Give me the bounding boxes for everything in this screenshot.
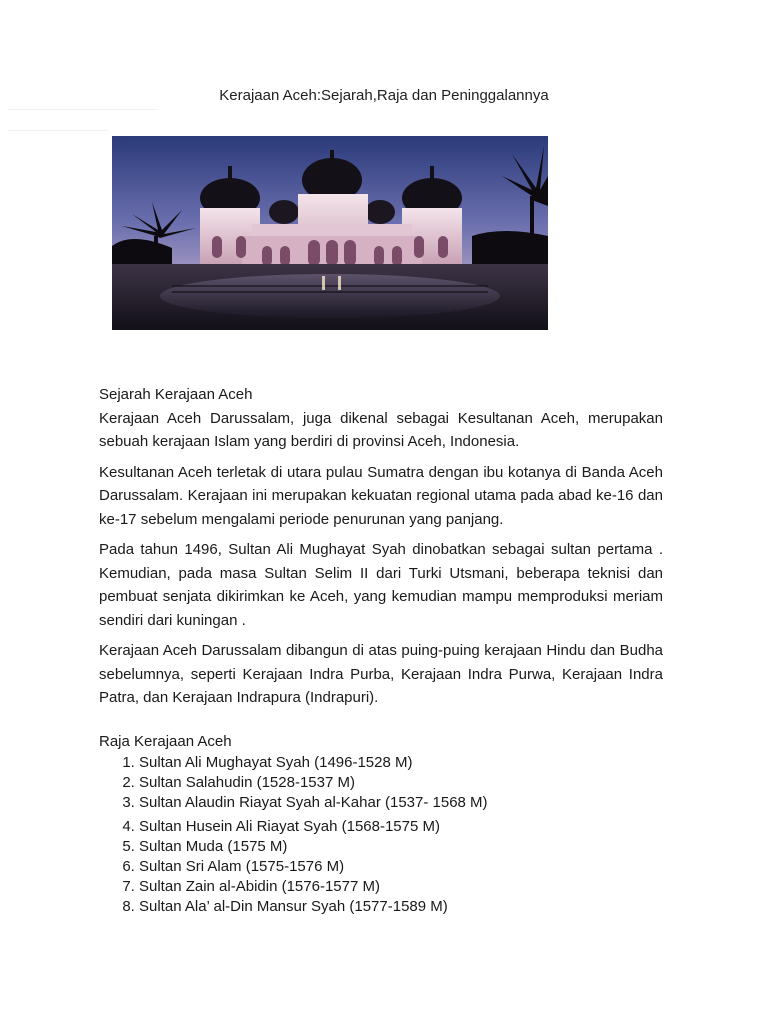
list-item: 8. Sultan Ala’ al-Din Mansur Syah (1577-1589 M) (139, 897, 663, 917)
kings-list (99, 753, 663, 917)
list-item: 3. Sultan Alaudin Riayat Syah al-Kahar (1537- 1568 M) (139, 793, 663, 813)
list-item: 2. Sultan Salahudin (1528-1537 M) (139, 773, 663, 793)
paragraph: Kerajaan Aceh Darussalam dibangun di atas puing-puing kerajaan Hindu dan Budha sebelumnya, seperti Kerajaan Indra Purba, Kerajaan Indra Purwa, Kerajaan Indra Patra, dan Kerajaan Indrapura (Indrapuri). (99, 642, 663, 706)
paragraph: Pada tahun 1496, Sultan Ali Mughayat Syah dinobatkan sebagai sultan pertama . Kemudian, pada masa Sultan Selim II dari Turki Utsmani, beberapa teknisi dan pembuat senjata dikirimkan ke Aceh, yang kemudian mampu memproduksi meriam sendiri dari kuningan . (99, 541, 663, 629)
section-heading-sejarah: Sejarah Kerajaan Aceh (99, 386, 253, 403)
divider-line (8, 130, 108, 131)
divider-line (8, 109, 158, 110)
article-body (99, 383, 663, 917)
list-item: 7. Sultan Zain al-Abidin (1576-1577 M) (139, 877, 663, 897)
list-item: 4. Sultan Husein Ali Riayat Syah (1568-1575 M) (139, 817, 663, 837)
list-item: 5. Sultan Muda (1575 M) (139, 837, 663, 857)
mosque-photo (112, 136, 548, 330)
list-item: 6. Sultan Sri Alam (1575-1576 M) (139, 857, 663, 877)
section-heading-raja: Raja Kerajaan Aceh (99, 732, 232, 750)
list-item: 1. Sultan Ali Mughayat Syah (1496-1528 M) (139, 753, 663, 773)
document-title: Kerajaan Aceh:Sejarah,Raja dan Peninggalannya (219, 87, 549, 104)
paragraph: Kerajaan Aceh Darussalam, juga dikenal sebagai Kesultanan Aceh, merupakan sebuah kerajaan Islam yang berdiri di provinsi Aceh, Indonesia. (99, 409, 663, 450)
paragraph: Kesultanan Aceh terletak di utara pulau Sumatra dengan ibu kotanya di Banda Aceh Darussalam. Kerajaan ini merupakan kekuatan regional utama pada abad ke-16 dan ke-17 sebelum mengalami periode penurunan yang panjang. (99, 463, 663, 528)
